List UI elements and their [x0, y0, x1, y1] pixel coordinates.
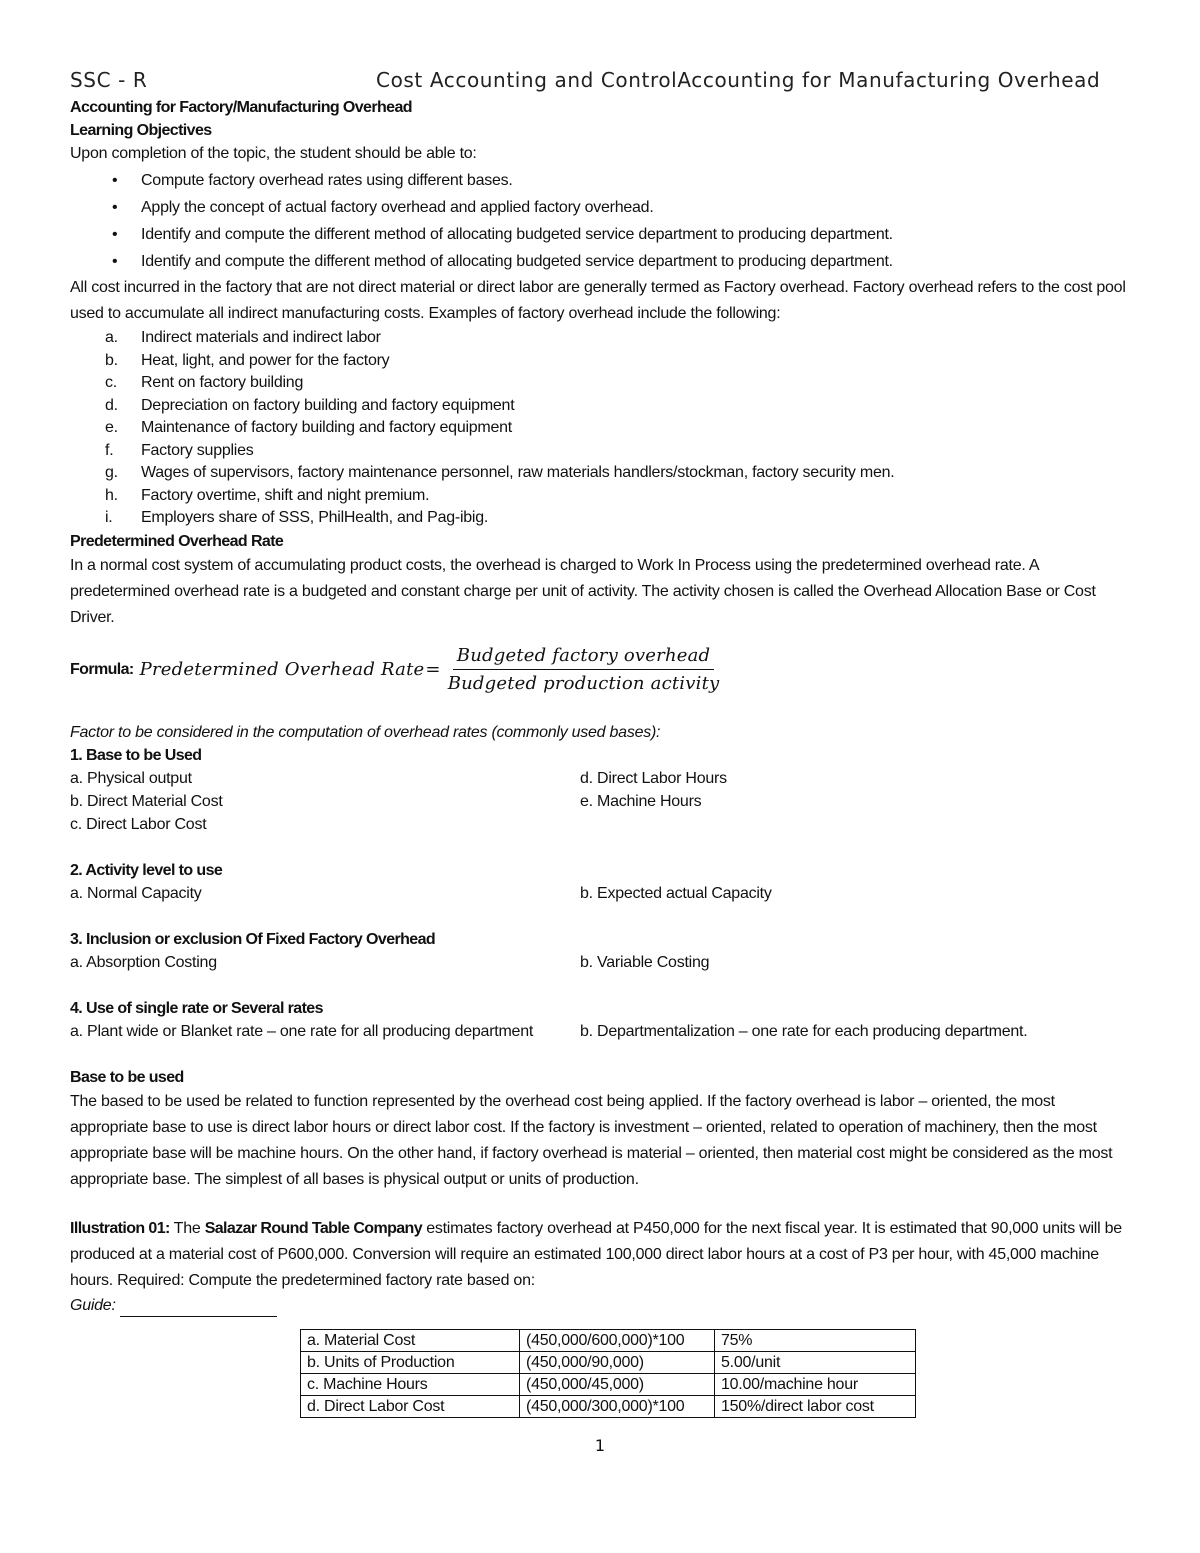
table-cell: b. Units of Production — [301, 1352, 520, 1374]
example-item — [70, 417, 1134, 440]
factor-1-option: c. Direct Labor Cost — [70, 815, 207, 833]
example-item — [70, 462, 1134, 485]
example-text: Employers share of SSS, PhilHealth, and Pag-ibig. — [141, 509, 489, 526]
formula-fraction — [444, 644, 724, 695]
factor-4-option: b. Departmentalization – one rate for each producing department. — [580, 1022, 1028, 1040]
table-cell: (450,000/90,000) — [520, 1352, 715, 1374]
example-marker: b. — [105, 351, 118, 369]
objective-item: • Apply the concept of actual factory overhead and applied factory overhead. — [70, 194, 1134, 221]
header-left: SSC - R — [70, 68, 148, 92]
guide-line — [70, 1294, 1134, 1317]
objective-item: • Compute factory overhead rates using different bases. — [70, 167, 1134, 194]
page-number: 1 — [594, 1436, 606, 1455]
example-item — [70, 372, 1134, 395]
table-cell: (450,000/600,000)*100 — [520, 1330, 715, 1352]
formula-numerator: Budgeted factory overhead — [453, 644, 714, 670]
example-text: Wages of supervisors, factory maintenance personnel, raw materials handlers/stockman, factory security men. — [141, 464, 895, 481]
formula-lhs: Predetermined Overhead Rate — [139, 659, 425, 680]
table-cell: (450,000/45,000) — [520, 1374, 715, 1396]
formula-denominator: Budgeted production activity — [447, 673, 720, 694]
table-row — [301, 1374, 916, 1396]
factor-1-heading: 1. Base to be Used — [70, 746, 202, 764]
factor-3-option: a. Absorption Costing — [70, 953, 217, 971]
table-cell: c. Machine Hours — [301, 1374, 520, 1396]
factor-1-option: e. Machine Hours — [580, 792, 702, 810]
table-row — [301, 1396, 916, 1418]
factor-3-heading: 3. Inclusion or exclusion Of Fixed Factory Overhead — [70, 930, 436, 948]
example-marker: d. — [105, 396, 118, 414]
header-right: Cost Accounting and ControlAccounting for Manufacturing Overhead — [376, 68, 1101, 92]
example-marker: f. — [105, 441, 114, 459]
formula-equals: = — [425, 659, 441, 680]
formula-label: Formula: — [70, 661, 134, 678]
example-item — [70, 440, 1134, 463]
factors-intro: Factor to be considered in the computation of overhead rates (commonly used bases): — [70, 723, 661, 741]
objectives-intro: Upon completion of the topic, the student should be able to: — [70, 145, 477, 162]
example-text: Rent on factory building — [141, 374, 304, 391]
guide-label: Guide: — [70, 1296, 116, 1314]
por-formula — [70, 641, 1134, 699]
example-text: Indirect materials and indirect labor — [141, 329, 381, 346]
example-marker: e. — [105, 419, 118, 436]
example-item — [70, 327, 1134, 350]
table-cell: 75% — [715, 1330, 916, 1352]
objectives-heading: Learning Objectives — [70, 122, 212, 139]
factor-1-option: b. Direct Material Cost — [70, 792, 223, 810]
table-row — [301, 1352, 916, 1374]
example-marker: i. — [105, 509, 113, 526]
example-item — [70, 507, 1134, 530]
example-marker: h. — [105, 486, 118, 504]
factor-4-option: a. Plant wide or Blanket rate – one rate for all producing department — [70, 1022, 534, 1040]
illustration-label: Illustration 01: — [70, 1219, 170, 1237]
factor-1-columns — [70, 767, 1134, 836]
overhead-examples-list — [70, 327, 1134, 530]
example-marker: g. — [105, 464, 118, 481]
illustration-the: The — [169, 1219, 205, 1237]
factor-1-option: d. Direct Labor Hours — [580, 769, 727, 787]
example-text: Depreciation on factory building and factory equipment — [141, 396, 515, 414]
table-row — [301, 1330, 916, 1352]
example-marker: c. — [105, 374, 117, 391]
factor-3-columns — [70, 951, 1134, 974]
example-item — [70, 395, 1134, 418]
factor-3-option: b. Variable Costing — [580, 953, 710, 971]
factor-2-heading: 2. Activity level to use — [70, 861, 223, 879]
factor-2-option: a. Normal Capacity — [70, 884, 202, 902]
table-cell: d. Direct Labor Cost — [301, 1396, 520, 1418]
illustration-company: Salazar Round Table Company — [204, 1219, 423, 1237]
table-cell: 5.00/unit — [715, 1352, 916, 1374]
example-item — [70, 350, 1134, 373]
table-cell: (450,000/300,000)*100 — [520, 1396, 715, 1418]
example-text: Factory overtime, shift and night premium. — [141, 486, 430, 504]
objective-item: • Identify and compute the different method of allocating budgeted service department to producing department. — [70, 221, 1134, 248]
guide-underline — [120, 1315, 277, 1317]
table-cell: 10.00/machine hour — [715, 1374, 916, 1396]
illustration-text: estimates factory overhead at P450,000 for the next fiscal year. It is estimated that 90,000 units will be produced at a material cost of P600,000. Conversion will require an estimated 100,000 direct labor hours at a cost of P3 per hour, with 45,000 machine hours. Required: Compute the predetermined factory rate based on: — [70, 1219, 1122, 1289]
objectives-list — [70, 167, 1134, 275]
example-item — [70, 485, 1134, 508]
factor-4-heading: 4. Use of single rate or Several rates — [70, 999, 323, 1017]
illustration-table — [300, 1329, 916, 1418]
table-cell: 150%/direct labor cost — [715, 1396, 916, 1418]
document-body — [70, 96, 1134, 1317]
example-text: Factory supplies — [141, 441, 254, 459]
overhead-intro: All cost incurred in the factory that are not direct material or direct labor are generally termed as Factory overhead. Factory overhead refers to the cost pool used to accumulate all indirect manufacturing costs. Examples of factory overhead include the following: — [70, 279, 1126, 322]
illustration-paragraph — [70, 1216, 1134, 1294]
table-cell: a. Material Cost — [301, 1330, 520, 1352]
factor-2-option: b. Expected actual Capacity — [580, 884, 772, 902]
example-marker: a. — [105, 329, 118, 346]
example-text: Maintenance of factory building and factory equipment — [141, 419, 512, 436]
factor-2-columns — [70, 882, 1134, 905]
factor-4-columns — [70, 1020, 1134, 1043]
document-title: Accounting for Factory/Manufacturing Overhead — [70, 99, 412, 116]
example-text: Heat, light, and power for the factory — [141, 351, 390, 369]
por-heading: Predetermined Overhead Rate — [70, 532, 284, 550]
objective-item: • Identify and compute the different method of allocating budgeted service department to producing department. — [70, 248, 1134, 275]
base-text: The based to be used be related to function represented by the overhead cost being applied. If the factory overhead is labor – oriented, the most appropriate base to use is direct labor hours or direct labor cost. If the factory is investment – oriented, related to operation of machinery, then the most appropriate base will be machine hours. On the other hand, if factory overhead is material – oriented, then material cost might be considered as the most appropriate base. The simplest of all bases is physical output or units of production. — [70, 1092, 1113, 1188]
factor-1-option: a. Physical output — [70, 769, 192, 787]
por-text: In a normal cost system of accumulating product costs, the overhead is charged to Work In Process using the predetermined overhead rate. A predetermined overhead rate is a budgeted and constant charge per unit of activity. The activity chosen is called the Overhead Allocation Base or Cost Driver. — [70, 556, 1096, 626]
base-heading: Base to be used — [70, 1068, 184, 1086]
